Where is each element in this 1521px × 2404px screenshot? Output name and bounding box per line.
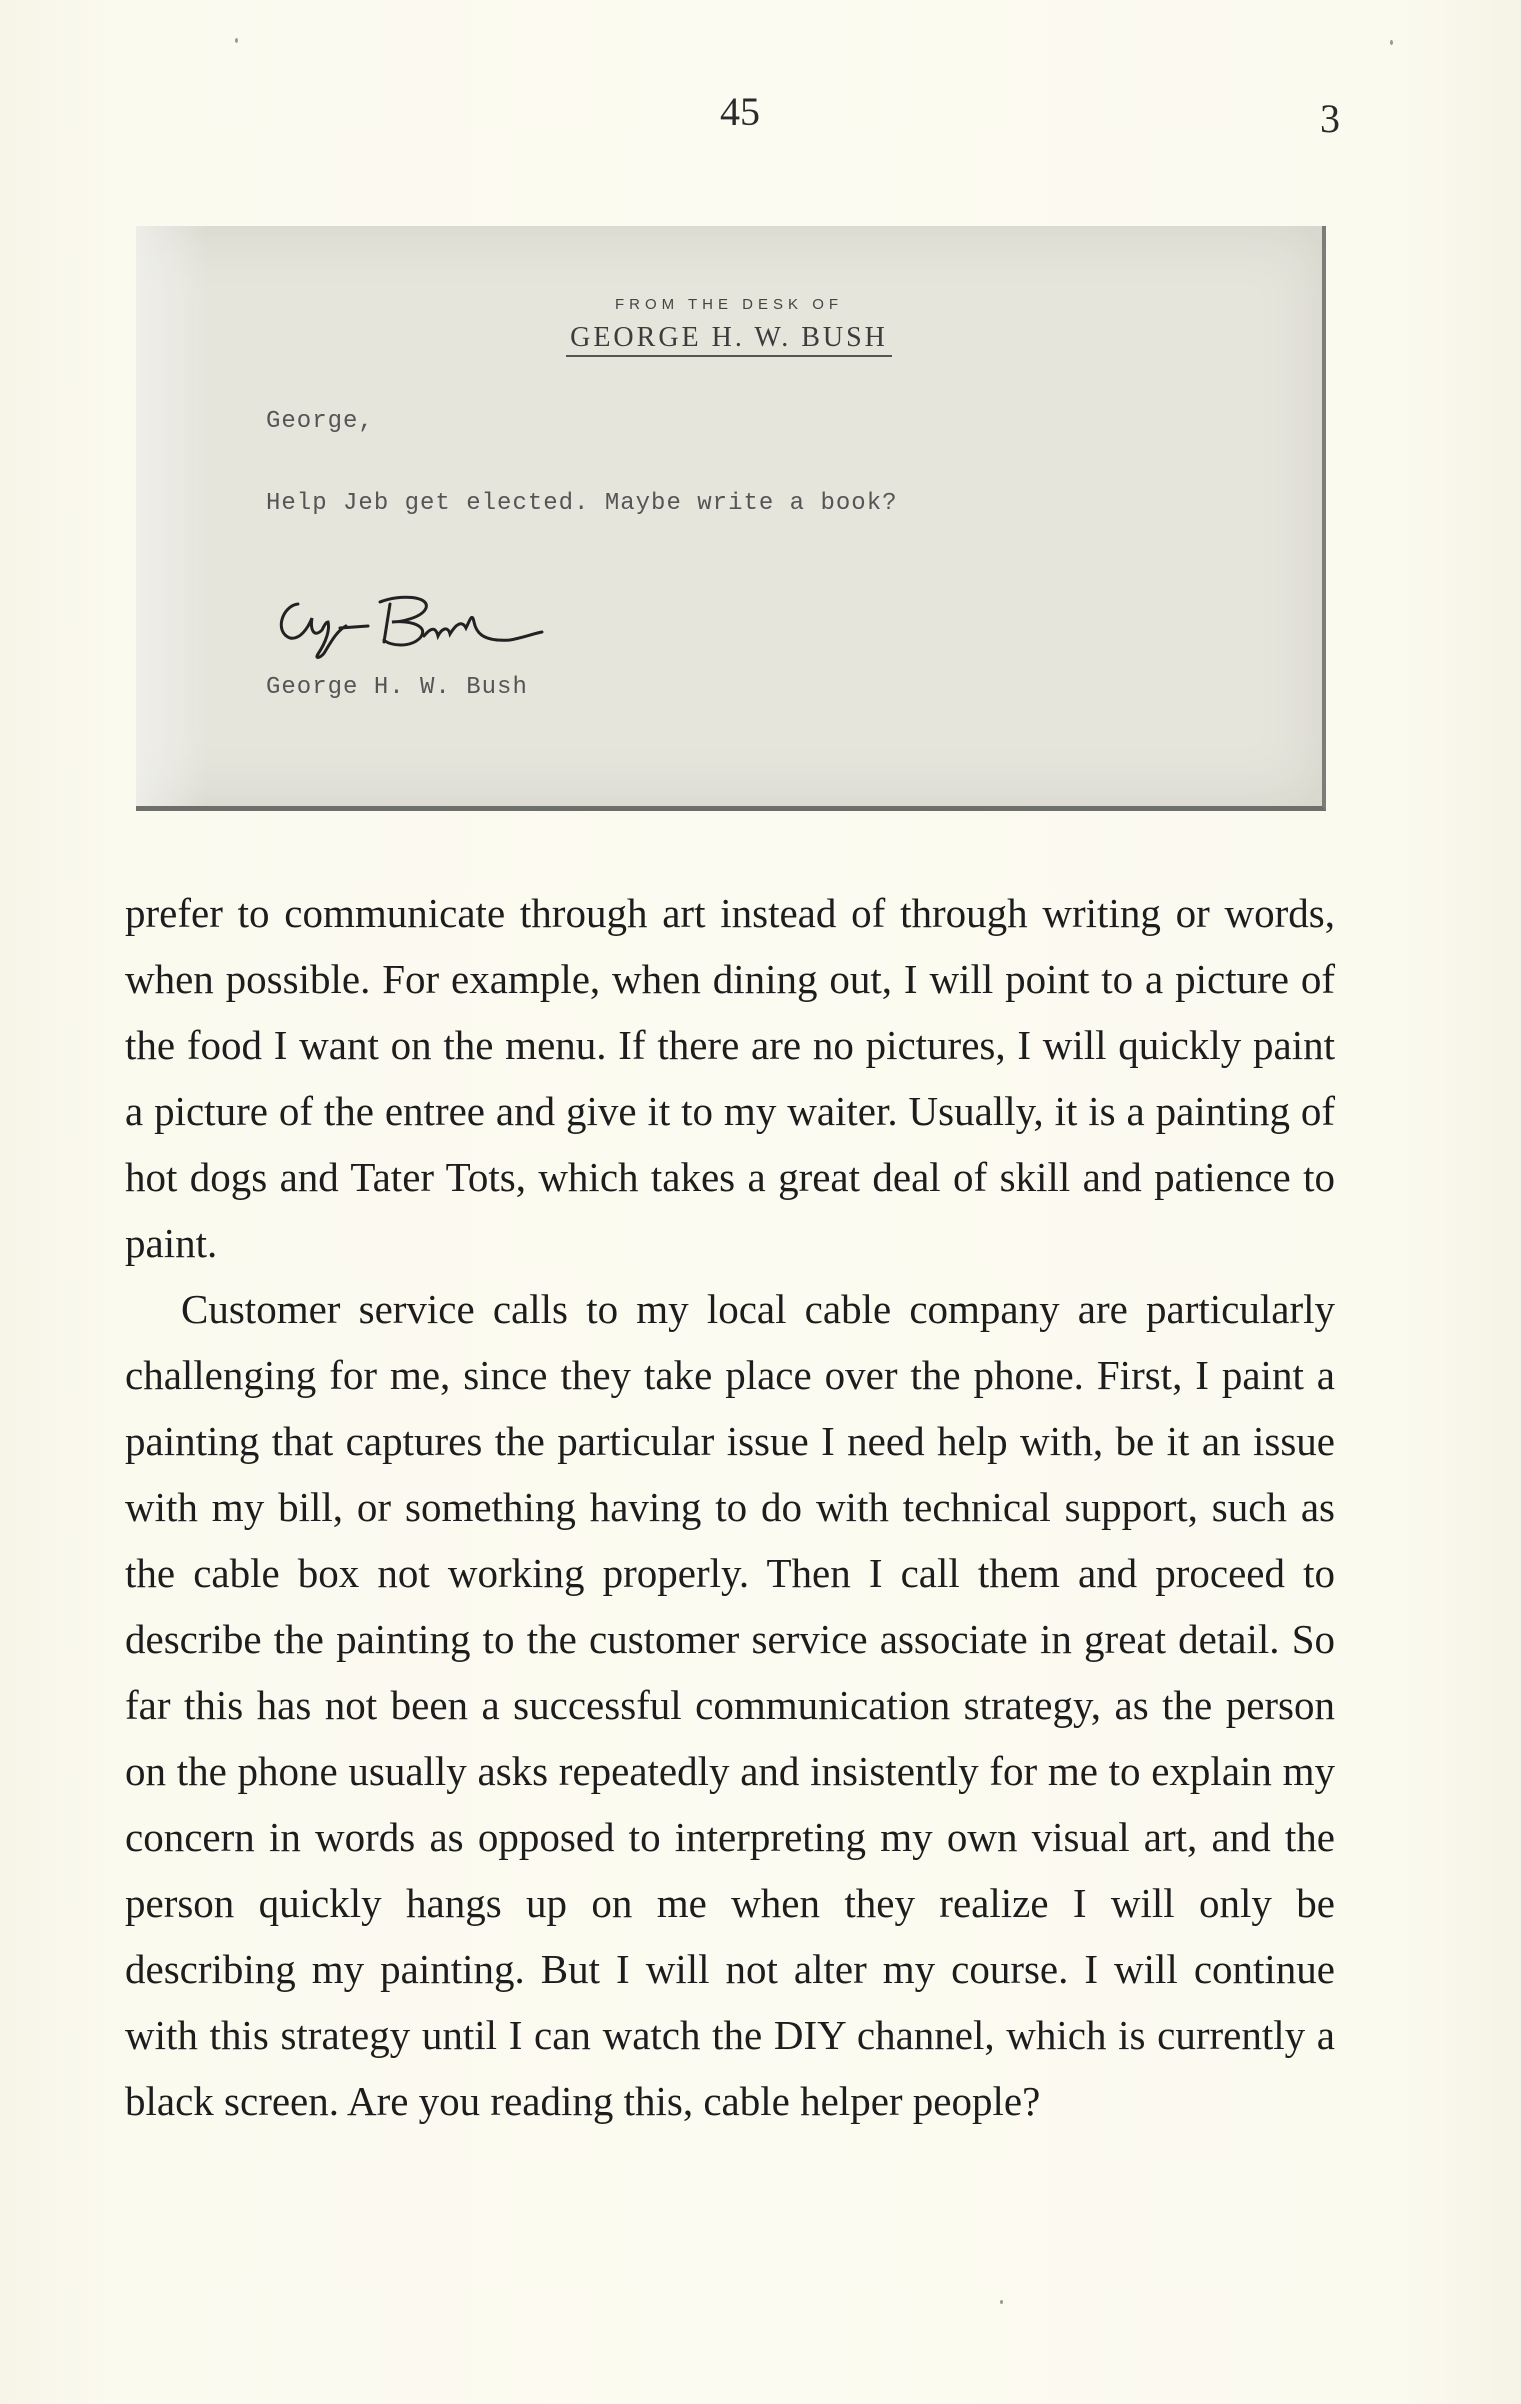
corner-number: 3: [1320, 96, 1340, 141]
signature-icon: [260, 582, 560, 662]
page-number: 45: [720, 89, 760, 134]
note-printed-name: George H. W. Bush: [266, 674, 528, 701]
paragraph: prefer to communicate through art instead of through writing or words, when possible. For example, when dining out, I will point to a picture of the food I want on the menu. If there are no pictures, I will quickly paint a picture of the entree and give it to my waiter. Usually, it is a painting of hot dogs and Tater Tots, which takes a great deal of skill and patience to paint.: [125, 890, 1335, 1266]
letterhead-name: [136, 322, 1322, 354]
body-text: [125, 880, 1335, 2134]
note-message: Help Jeb get elected. Maybe write a book?: [266, 490, 898, 517]
note-card: [136, 226, 1326, 811]
letterhead-name-text: GEORGE H. W. BUSH: [566, 322, 892, 357]
note-greeting: George,: [266, 408, 374, 435]
paper-speck: [1000, 2300, 1003, 2304]
paragraph: Customer service calls to my local cable company are particularly challenging for me, since they take place over the phone. First, I paint a painting that captures the particular issue I need help with, be it an issue with my bill, or something having to do with technical support, such as the cable box not working properly. Then I call them and proceed to describe the painting to the customer service associate in great detail. So far this has not been a successful communication strategy, as the person on the phone usually asks repeatedly and insistently for me to explain my concern in words as opposed to interpreting my own visual art, and the person quickly hangs up on me when they realize I will only be describing my painting. But I will not alter my course. I will continue with this strategy until I can watch the DIY channel, which is currently a black screen. Are you reading this, cable helper people?: [125, 1286, 1335, 2124]
letterhead-from: FROM THE DESK OF: [614, 296, 844, 313]
paper-speck: [1390, 40, 1393, 45]
paper-speck: [235, 38, 238, 43]
